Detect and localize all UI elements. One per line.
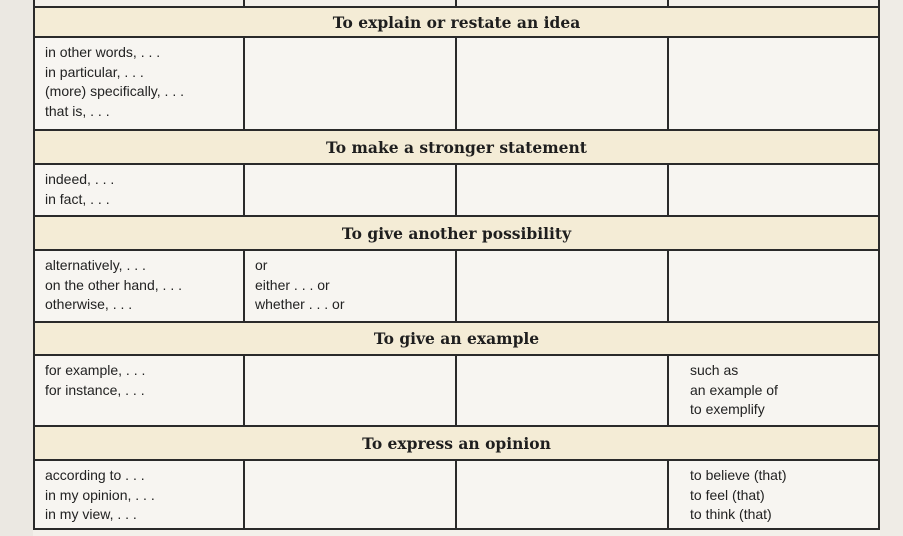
phrase: alternatively, . . .	[45, 257, 146, 273]
phrase: such as	[690, 362, 739, 378]
phrase: indeed, . . .	[45, 171, 115, 187]
table-row	[35, 165, 878, 217]
phrase: that is, . . .	[45, 102, 110, 119]
table-cell	[245, 165, 457, 215]
table-cell	[457, 165, 669, 215]
phrase: in particular, . . .	[45, 63, 144, 80]
phrase: to think (that)	[690, 506, 772, 522]
phrase: either . . . or	[255, 276, 330, 293]
section-header: To express an opinion	[35, 427, 878, 461]
page-margin-left	[0, 0, 33, 536]
table-cell	[457, 38, 669, 129]
section-header: To explain or restate an idea	[35, 8, 878, 38]
table-cell	[35, 461, 245, 528]
phrase: otherwise, . . .	[45, 296, 133, 312]
table-cell	[457, 251, 669, 321]
phrase: or	[255, 257, 268, 273]
phrase: on the other hand, . . .	[45, 276, 182, 293]
phrase: (more) specifically, . . .	[45, 83, 184, 99]
table-cell	[245, 251, 457, 321]
table-row	[35, 356, 878, 427]
phrase: whether . . . or	[255, 296, 345, 312]
table-cell	[35, 356, 245, 425]
table-cell	[457, 356, 669, 425]
table-cell	[669, 165, 878, 215]
table-cell	[35, 165, 245, 215]
table-cell	[669, 461, 878, 528]
phrase: in fact, . . .	[45, 190, 110, 207]
phrase: an example of	[690, 381, 778, 398]
table-row	[35, 251, 878, 323]
table-cell	[457, 461, 669, 528]
phrase: in my view, . . .	[45, 506, 137, 522]
table-row	[35, 461, 878, 530]
phrase: for instance, . . .	[45, 381, 145, 398]
section-header: To give another possibility	[35, 217, 878, 251]
phrase: in my opinion, . . .	[45, 486, 155, 503]
phrase: to feel (that)	[690, 486, 765, 503]
table-cell	[35, 251, 245, 321]
table-row	[35, 38, 878, 131]
phrase: to exemplify	[690, 401, 765, 417]
table-cell	[669, 251, 878, 321]
table-cell	[245, 38, 457, 129]
table-cell	[35, 38, 245, 129]
table-top-strip	[35, 0, 878, 8]
table-cell	[669, 356, 878, 425]
phrase: for example, . . .	[45, 362, 146, 378]
phrase: to believe (that)	[690, 467, 787, 483]
table-cell	[245, 356, 457, 425]
table-cell	[669, 38, 878, 129]
section-header: To make a stronger statement	[35, 131, 878, 165]
phrase: according to . . .	[45, 467, 145, 483]
page-margin-right	[880, 0, 903, 536]
transition-phrases-table	[33, 0, 880, 530]
section-header: To give an example	[35, 323, 878, 356]
phrase: in other words, . . .	[45, 44, 161, 60]
table-cell	[245, 461, 457, 528]
